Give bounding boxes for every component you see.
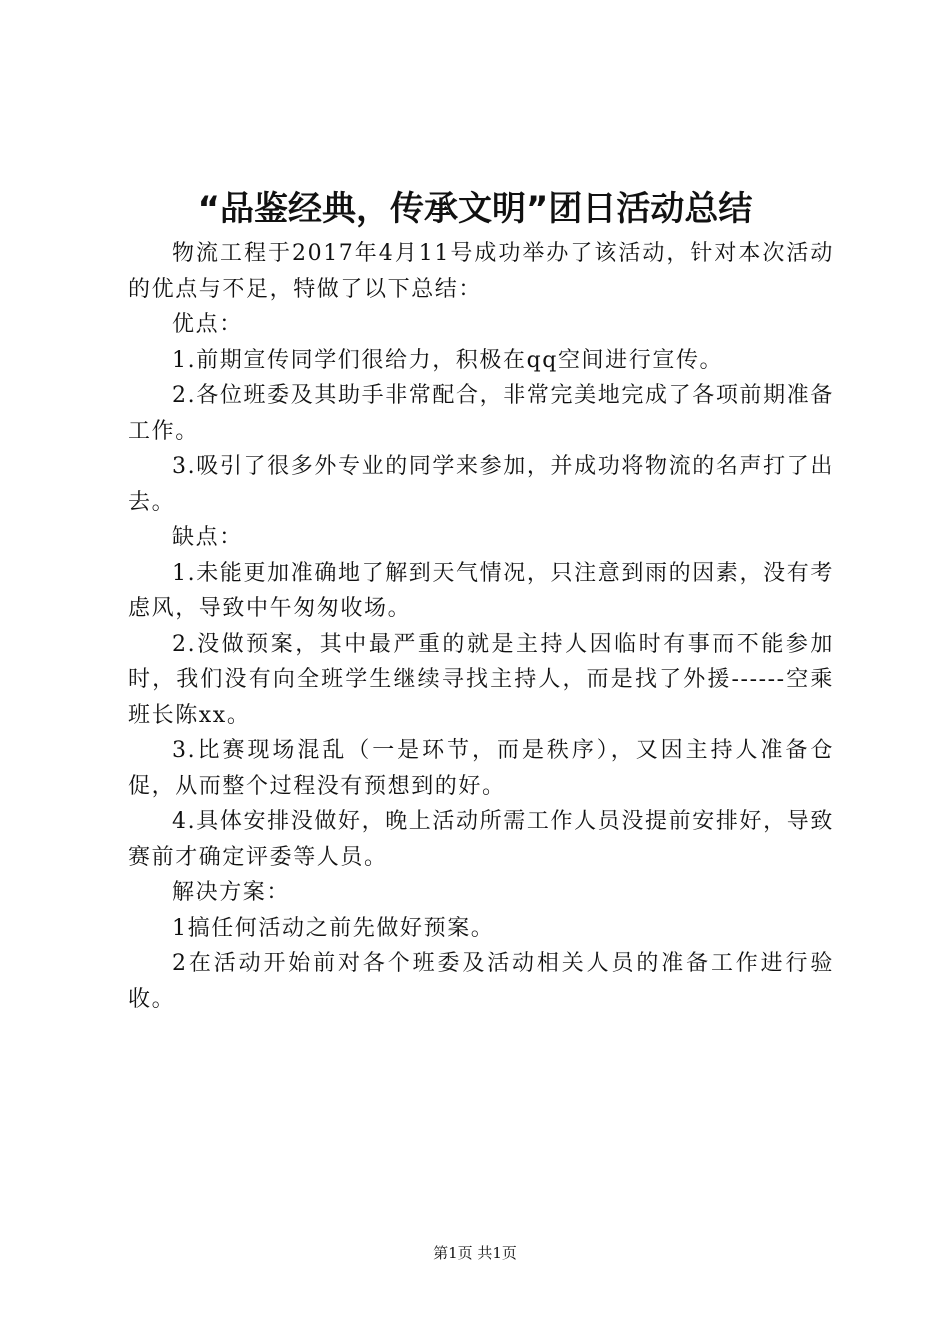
document-body bbox=[128, 236, 834, 1017]
solution-item: 2在活动开始前对各个班委及活动相关人员的准备工作进行验收。 bbox=[128, 951, 834, 1012]
advantage-item: 2.各位班委及其助手非常配合，非常完美地完成了各项前期准备工作。 bbox=[128, 383, 834, 444]
advantage-item: 1.前期宣传同学们很给力，积极在qq空间进行宣传。 bbox=[172, 347, 724, 373]
heading-disadvantages: 缺点： bbox=[172, 525, 243, 550]
page-footer: 第1页 共1页 bbox=[433, 1244, 517, 1262]
disadvantage-item: 3.比赛现场混乱（一是环节，而是秩序），又因主持人准备仓促，从而整个过程没有预想到的好。 bbox=[128, 738, 834, 799]
document-title: “品鉴经典，传承文明”团日活动总结 bbox=[197, 189, 753, 229]
paragraph-intro: 物流工程于2017年4月11号成功举办了该活动，针对本次活动的优点与不足，特做了以下总结： bbox=[128, 241, 834, 302]
solution-item: 1搞任何活动之前先做好预案。 bbox=[172, 915, 495, 941]
heading-solutions: 解决方案： bbox=[172, 880, 291, 905]
disadvantage-item: 4.具体安排没做好，晚上活动所需工作人员没提前安排好，导致赛前才确定评委等人员。 bbox=[128, 809, 834, 870]
advantage-item: 3.吸引了很多外专业的同学来参加，并成功将物流的名声打了出去。 bbox=[128, 454, 834, 515]
heading-advantages: 优点： bbox=[172, 312, 243, 337]
disadvantage-item: 1.未能更加准确地了解到天气情况，只注意到雨的因素，没有考虑风，导致中午匆匆收场。 bbox=[128, 560, 834, 621]
disadvantage-item: 2.没做预案，其中最严重的就是主持人因临时有事而不能参加时，我们没有向全班学生继续寻找主持人，而是找了外援------空乘班长陈xx。 bbox=[128, 631, 834, 728]
